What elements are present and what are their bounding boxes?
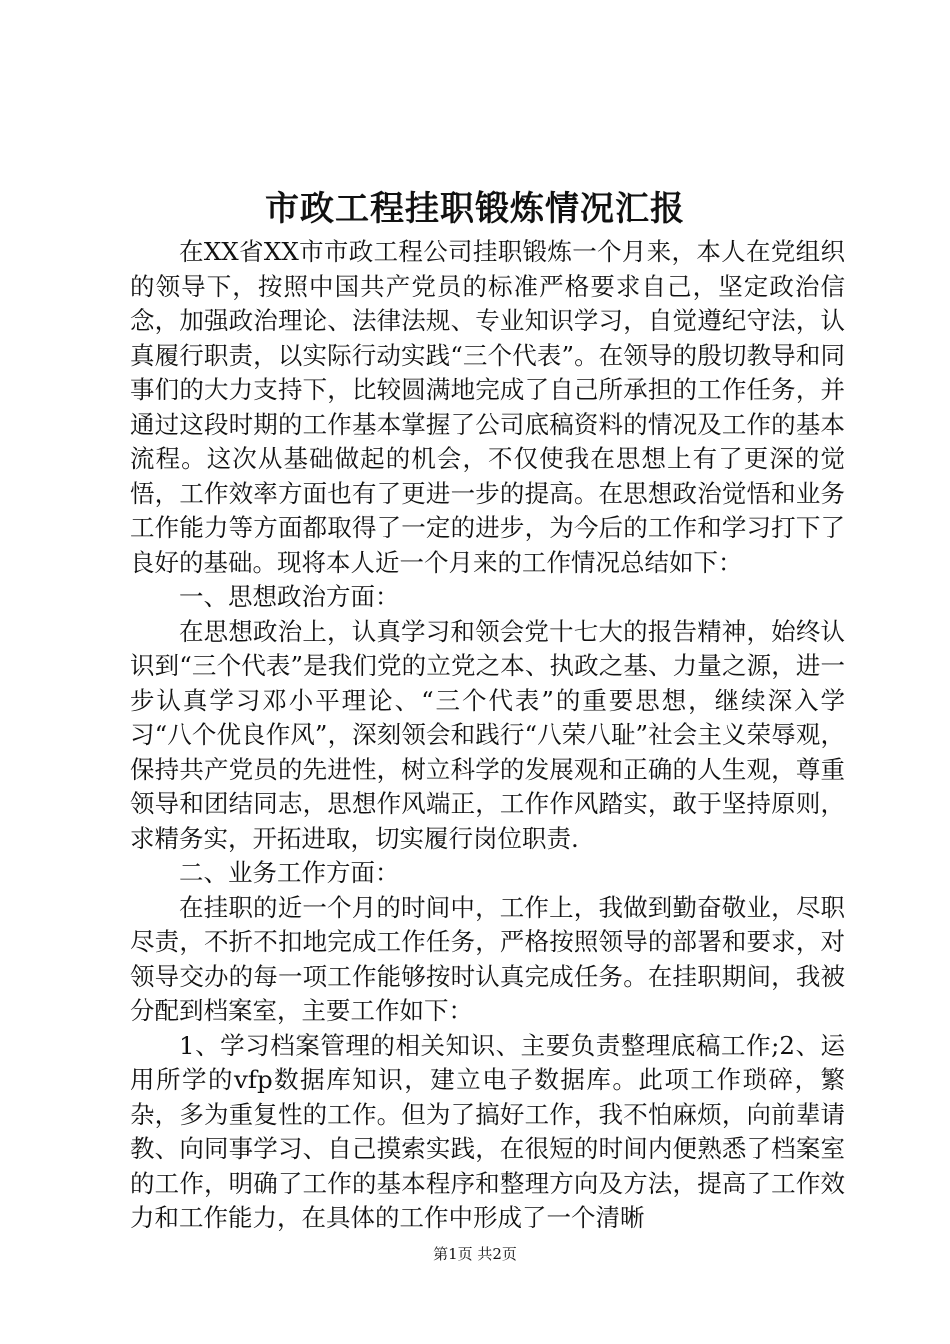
paragraph-business: 在挂职的近一个月的时间中，工作上，我做到勤奋敬业，尽职尽责，不折不扣地完成工作任务，严格按照领导的部署和要求，对领导交办的每一项工作能够按时认真完成任务。在挂职期间，我被分配到档案室，主要工作如下：: [130, 892, 845, 1025]
paragraph-intro: 在XX省XX市市政工程公司挂职锻炼一个月来，本人在党组织的领导下，按照中国共产党员的标准严格要求自己，坚定政治信念，加强政治理论、法律法规、专业知识学习，自觉遵纪守法，认真履行职责，以实际行动实践“三个代表”。在领导的殷切教导和同事们的大力支持下，比较圆满地完成了自己所承担的工作任务，并通过这段时期的工作基本掌握了公司底稿资料的情况及工作的基本流程。这次从基础做起的机会，不仅使我在思想上有了更深的觉悟，工作效率方面也有了更进一步的提高。在思想政治觉悟和业务工作能力等方面都取得了一定的进步，为今后的工作和学习打下了良好的基础。现将本人近一个月来的工作情况总结如下：: [130, 237, 845, 577]
page-footer: 第1页 共2页: [433, 1245, 517, 1263]
paragraph-political: 在思想政治上，认真学习和领会党十七大的报告精神，始终认识到“三个代表”是我们党的立党之本、执政之基、力量之源，进一步认真学习邓小平理论、“三个代表”的重要思想，继续深入学习“八个优良作风”，深刻领会和践行“八荣八耻”社会主义荣辱观，保持共产党员的先进性，树立科学的发展观和正确的人生观，尊重领导和团结同志，思想作风端正，工作作风踏实，敢于坚持原则，求精务实，开拓进取，切实履行岗位职责.: [130, 616, 845, 853]
section-heading-business: 二、业务工作方面：: [179, 858, 400, 887]
paragraph-duties: 1、学习档案管理的相关知识、主要负责整理底稿工作;2、运用所学的vfp数据库知识，建立电子数据库。此项工作琐碎，繁杂，多为重复性的工作。但为了搞好工作，我不怕麻烦，向前辈请教、向同事学习、自己摸索实践，在很短的时间内便熟悉了档案室的工作，明确了工作的基本程序和整理方向及方法，提高了工作效力和工作能力，在具体的工作中形成了一个清晰: [130, 1030, 845, 1232]
section-heading-political: 一、思想政治方面：: [179, 582, 400, 611]
document-body: [130, 235, 845, 1236]
document-title: 市政工程挂职锻炼情况汇报: [265, 189, 685, 229]
